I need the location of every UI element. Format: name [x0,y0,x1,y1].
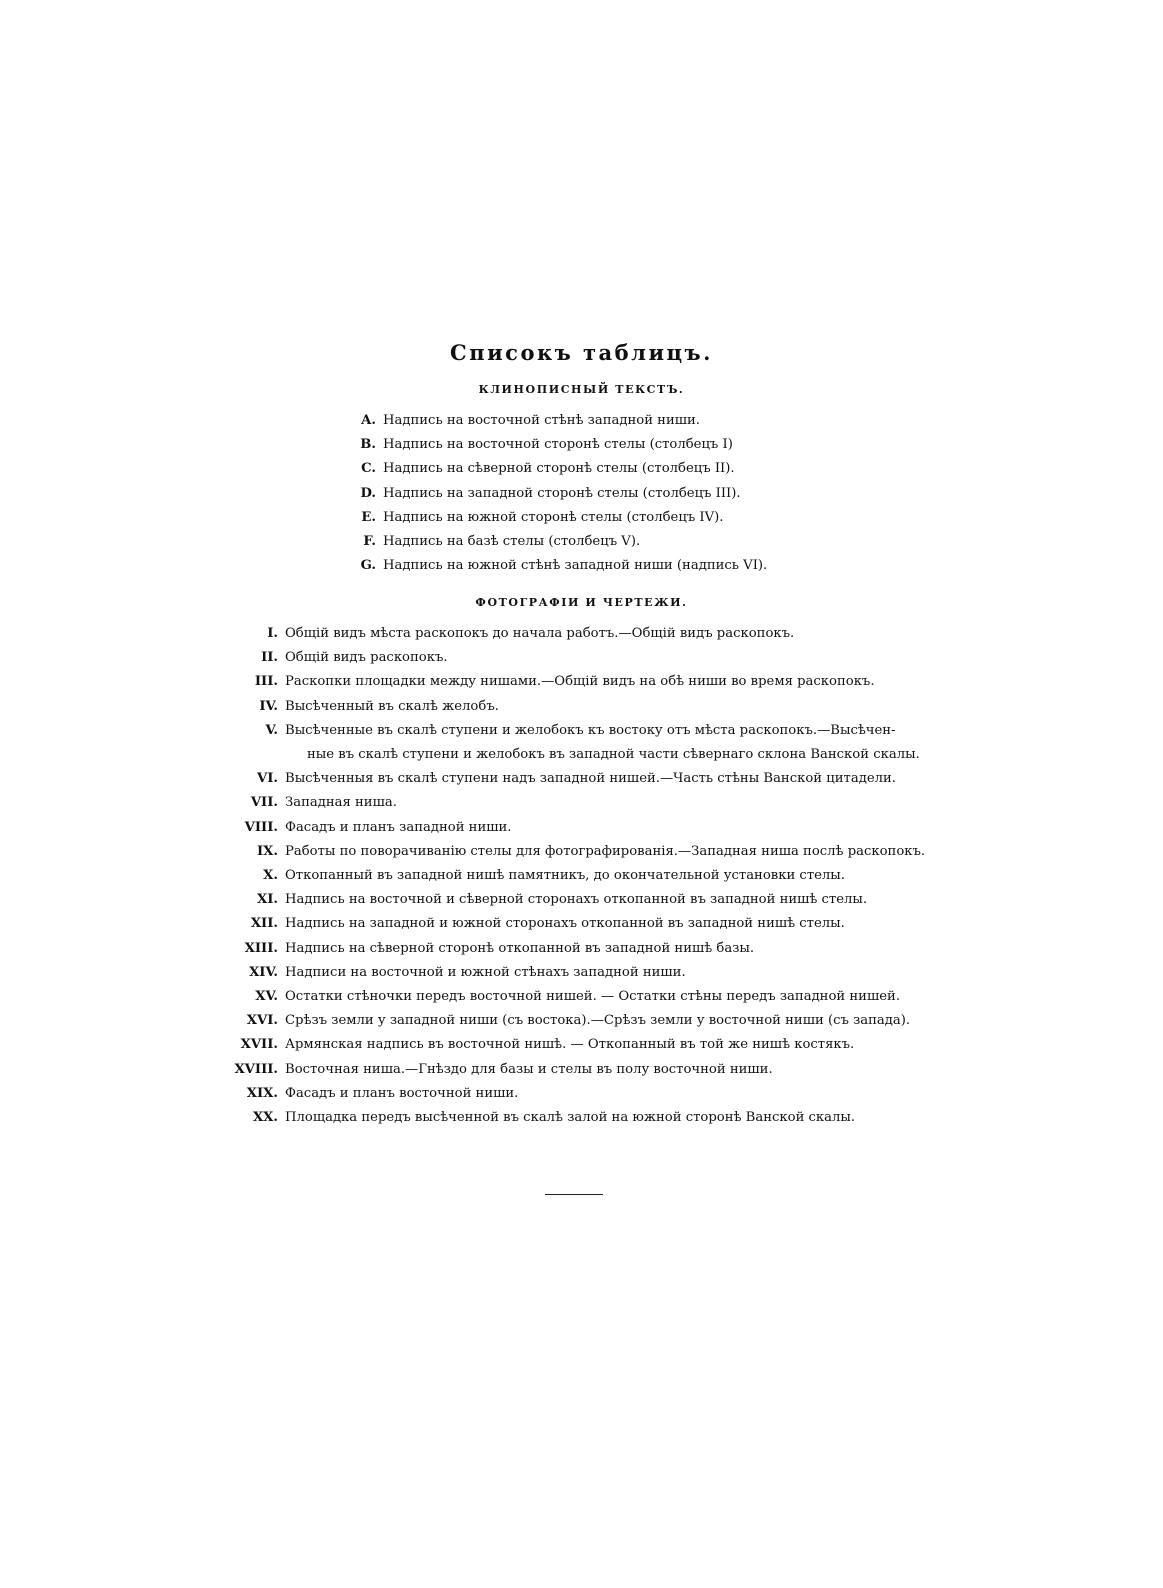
plate-number: X. [263,868,278,884]
plate-label: F. [363,534,376,550]
plate-description: Фасадъ и планъ западной ниши. [285,819,512,835]
photo-plates-list [222,622,925,1130]
page-title: Списокъ таблицъ. [450,340,713,366]
section-heading-cuneiform: КЛИНОПИСНЫЙ ТЕКСТЪ. [478,383,685,396]
plate-number: XVI. [246,1013,278,1029]
plate-number: V. [265,722,278,738]
plate-description: Площадка передъ высѣченной въ скалѣ залой на южной сторонѣ Ванской скалы. [285,1110,856,1126]
list-item [222,767,925,791]
plate-number: XVII. [240,1037,278,1053]
plate-description: Надпись на восточной стѣнѣ западной ниши. [383,413,701,428]
plate-label: G. [360,558,376,574]
list-item [222,791,925,815]
plate-description: Общій видъ раскопокъ. [285,650,448,666]
plate-number: XII. [250,916,278,932]
plate-number: II. [261,650,278,666]
plate-number: XVIII. [234,1061,278,1077]
plate-label: E. [361,509,376,525]
plate-number: XIX. [246,1085,278,1101]
plate-number: VI. [257,771,278,787]
plate-description: Надпись на восточной сторонѣ стелы (столбецъ I) [383,437,733,453]
plate-number: XIV. [249,964,278,980]
plate-number: XI. [257,892,278,908]
plate-description: Надпись на южной стѣнѣ западной ниши (надпись VI). [383,558,768,574]
list-item [340,482,767,506]
plate-number: VII. [250,795,278,811]
list-item [222,1009,925,1033]
list-item [222,888,925,912]
plate-description-line: Высѣченные въ скалѣ ступени и желобокъ къ востоку отъ мѣста раскопокъ.—Высѣчен- [285,722,896,738]
plate-description: Работы по поворачиванію стелы для фотографированія.—Западная ниша послѣ раскопокъ. [285,843,926,859]
plate-number: XX. [252,1110,278,1126]
plate-description: Общій видъ мѣста раскопокъ до начала работъ.—Общій видъ раскопокъ. [285,626,795,641]
list-item [340,506,767,530]
list-item [222,1058,925,1082]
plate-number: III. [254,674,278,690]
list-item [222,937,925,961]
plate-description: Надпись на базѣ стелы (столбецъ V). [383,534,641,550]
list-item [340,409,767,433]
plate-description: Надпись на южной сторонѣ стелы (столбецъ IV). [383,509,724,525]
list-item [222,670,925,694]
plate-label: A. [361,413,376,428]
plate-description: Армянская надпись въ восточной нишѣ. — Откопанный въ той же нишѣ костякъ. [285,1037,855,1053]
plate-description: Надпись на западной сторонѣ стелы (столбецъ III). [383,485,741,501]
list-item [222,1106,925,1130]
end-rule-divider [545,1194,603,1195]
plate-number: VIII. [244,819,278,835]
plate-description: Надпись на сѣверной сторонѣ откопанной въ западной нишѣ базы. [285,940,755,956]
plate-description: Высѣченный въ скалѣ желобъ. [285,698,499,714]
plate-description-continuation: ные въ скалѣ ступени и желобокъ въ западной части сѣвернаго склона Ванской скалы. [307,747,920,763]
plate-label: B. [360,437,376,453]
plate-description: Надпись на западной и южной сторонахъ откопанной въ западной нишѣ стелы. [285,916,845,932]
plate-number: IX. [257,843,278,859]
list-item [222,695,925,719]
list-item [222,646,925,670]
plate-description: Фасадъ и планъ восточной ниши. [285,1085,519,1101]
plate-description: Высѣченныя въ скалѣ ступени надъ западной нишей.—Часть стѣны Ванской цитадели. [285,771,896,787]
plate-number: IV. [259,698,278,714]
list-item [222,864,925,888]
list-item [222,1033,925,1057]
list-item [222,816,925,840]
list-item [222,719,925,767]
list-item [340,554,767,578]
plate-number: XV. [255,989,278,1005]
list-item [340,457,767,481]
plate-label: D. [360,485,376,501]
list-item [222,840,925,864]
plate-description: Надпись на сѣверной сторонѣ стелы (столбецъ II). [383,461,735,477]
list-item [222,961,925,985]
cuneiform-plates-list [340,409,767,578]
plate-description: Раскопки площадки между нишами.—Общій видъ на обѣ ниши во время раскопокъ. [285,674,875,690]
list-item [222,985,925,1009]
list-item [222,1082,925,1106]
plate-description: Западная ниша. [285,795,397,811]
plate-description: Восточная ниша.—Гнѣздо для базы и стелы въ полу восточной ниши. [285,1061,773,1077]
plate-description [285,719,920,767]
list-item [340,530,767,554]
plate-description: Срѣзъ земли у западной ниши (съ востока).—Срѣзъ земли у восточной ниши (съ запада). [285,1013,911,1029]
section-heading-photos: ФОТОГРАФІИ И ЧЕРТЕЖИ. [475,596,688,609]
list-item [222,622,925,646]
plate-description: Надписи на восточной и южной стѣнахъ западной ниши. [285,964,686,980]
plate-description: Надпись на восточной и сѣверной сторонахъ откопанной въ западной нишѣ стелы. [285,892,868,908]
plate-number: I. [267,626,278,641]
list-item [222,912,925,936]
list-item [340,433,767,457]
plate-description: Остатки стѣночки передъ восточной нишей. — Остатки стѣны передъ западной нишей. [285,989,901,1005]
plate-label: C. [361,461,376,477]
plate-number: XIII. [244,940,278,956]
plate-description: Откопанный въ западной нишѣ памятникъ, до окончательной установки стелы. [285,868,845,884]
